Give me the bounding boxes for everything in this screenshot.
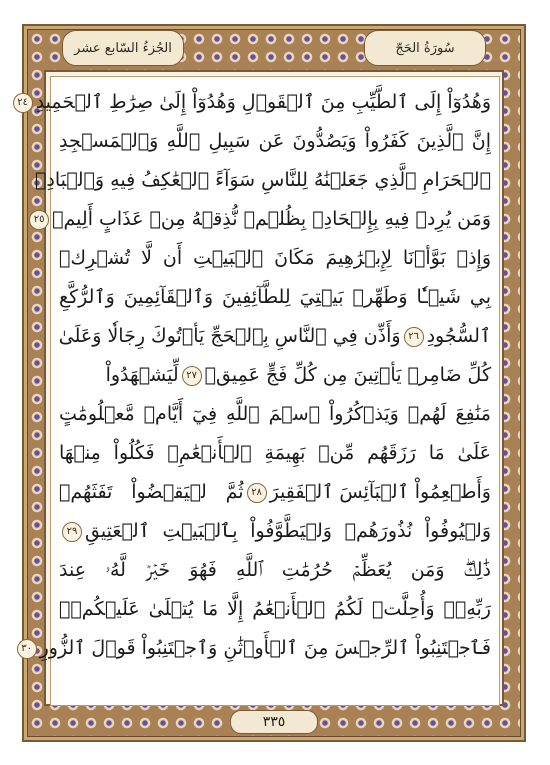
ayah-marker: ٢٥ <box>29 210 49 230</box>
line-text: وَمَن يُرِدۡ فِيهِ بِإِلۡحَادِۢ بِظُلۡمٖ نُّذِقۡهُ مِنۡ عَذَابٍ أَلِيمٖ <box>52 208 491 230</box>
line-text: وَلۡيُوفُواْ نُذُورَهُمۡ وَلۡيَطَّوَّفُواْ بِٱلۡبَيۡتِ ٱلۡعَتِيقِ <box>85 520 491 542</box>
line-text-continued: ثُمَّ لۡيَقۡضُواْ تَفَثَهُمۡ <box>59 481 244 503</box>
line-text: ٱلۡحَرَامِ ٱلَّذِي جَعَلۡنَٰهُ لِلنَّاسِ سَوَآءً ٱلۡعَٰكِفُ فِيهِ وَٱلۡبَادِۚ <box>34 169 491 191</box>
line-text: عَلَىٰ مَا رَزَقَهُم مِّنۢ بَهِيمَةِ ٱلۡأَنۡعَٰمِۖ فَكُلُواْ مِنۡهَا <box>59 442 491 464</box>
line-text: ٱلسُّجُودِ <box>426 325 491 347</box>
line-11 <box>59 473 491 512</box>
line-15 <box>21 629 491 668</box>
page-number: ٣٣٥ <box>230 710 318 734</box>
ayah-marker: ٢٧ <box>182 366 202 386</box>
line-text: وَأَطۡعِمُواْ ٱلۡبَآئِسَ ٱلۡفَقِيرَ <box>269 481 491 503</box>
surah-label: سُورَةُ الحَجّ <box>364 30 486 66</box>
line-text: رَبِّهِۦۗ وَأُحِلَّتۡ لَكُمُ ٱلۡأَنۡعَٰمُ إِلَّا مَا يُتۡلَىٰ عَلَيۡكُمۡۖ <box>59 598 491 620</box>
line-6 <box>59 278 491 317</box>
line-1 <box>17 83 491 122</box>
line-2 <box>59 122 491 161</box>
ayah-marker: ٢٩ <box>62 522 82 542</box>
line-4 <box>33 200 491 239</box>
line-text: كُلِّ ضَامِرٖ يَأۡتِينَ مِن كُلِّ فَجٍّ عَمِيقٖ <box>204 364 491 386</box>
line-text: وَإِذۡ بَوَّأۡنَا لِإِبۡرَٰهِيمَ مَكَانَ ٱلۡبَيۡتِ أَن لَّا تُشۡرِكۡ <box>59 247 491 269</box>
line-text: بِي شَيۡـٔٗا وَطَهِّرۡ بَيۡتِيَ لِلطَّآئِفِينَ وَٱلۡقَآئِمِينَ وَٱلرُّكَّعِ <box>59 286 491 308</box>
line-13 <box>59 551 491 590</box>
line-5 <box>59 239 491 278</box>
line-text-continued: لِّيَشۡهَدُواْ <box>105 364 179 386</box>
ayah-marker: ٣٠ <box>17 639 37 659</box>
line-text: إِنَّ ٱلَّذِينَ كَفَرُواْ وَيَصُدُّونَ عَن سَبِيلِ ٱللَّهِ وَٱلۡمَسۡجِدِ <box>59 130 491 152</box>
ayah-marker: ٢٨ <box>247 483 267 503</box>
line-text-continued: وَأَذِّن فِي ٱلنَّاسِ بِٱلۡحَجِّ يَأۡتُوكَ رِجَالٗا وَعَلَىٰ <box>58 325 401 347</box>
ayah-marker: ٢٤ <box>13 93 33 113</box>
line-7 <box>59 317 491 356</box>
line-text: مَنَٰفِعَ لَهُمۡ وَيَذۡكُرُواْ ٱسۡمَ ٱللَّهِ فِيٓ أَيَّامٖ مَّعۡلُومَٰتٍ <box>59 403 491 425</box>
ayah-marker: ٢٦ <box>404 327 424 347</box>
line-10 <box>59 434 491 473</box>
line-12 <box>59 512 491 551</box>
verse-lines <box>17 83 491 668</box>
ornamental-border <box>17 24 526 742</box>
line-9 <box>59 395 491 434</box>
text-page <box>17 76 500 706</box>
juz-label: الجُزءُ السّابع عشر <box>62 30 184 66</box>
line-text: فَٱجۡتَنِبُواْ ٱلرِّجۡسَ مِنَ ٱلۡأَوۡثَٰنِ وَٱجۡتَنِبُواْ قَوۡلَ ٱلزُّورِ <box>39 637 491 659</box>
line-3 <box>34 161 491 200</box>
line-14 <box>59 590 491 629</box>
line-text: ذَٰلِكَۖ وَمَن يُعَظِّمۡ حُرُمَٰتِ ٱللَّهِ فَهُوَ خَيۡرٞ لَّهُۥ عِندَ <box>59 559 491 581</box>
line-8 <box>59 356 491 395</box>
line-text: وَهُدُوٓاْ إِلَى ٱلطَّيِّبِ مِنَ ٱلۡقَوۡلِ وَهُدُوٓاْ إِلَىٰ صِرَٰطِ ٱلۡحَمِيدِ <box>35 91 491 113</box>
